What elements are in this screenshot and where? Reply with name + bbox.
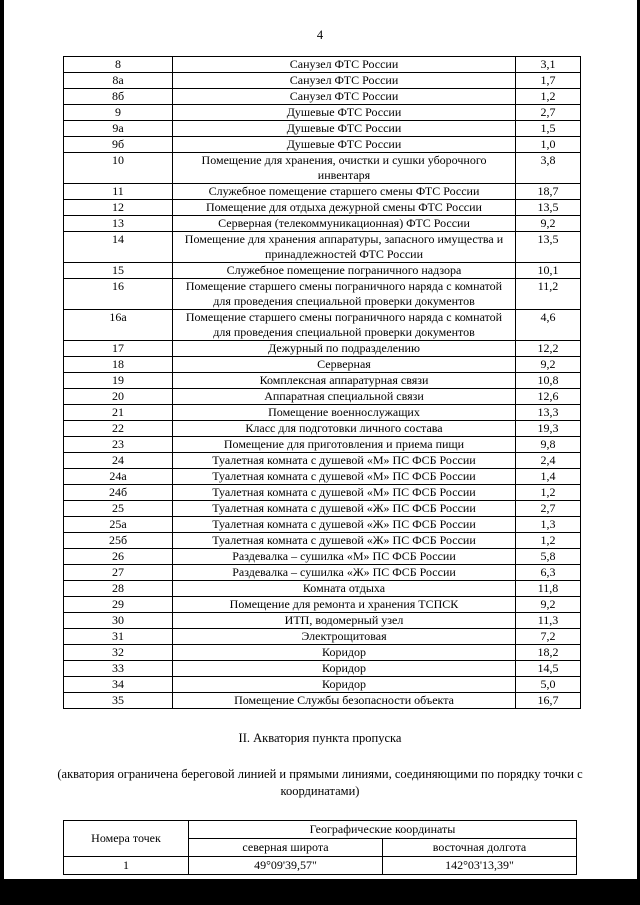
room-number: 24б xyxy=(64,485,173,501)
table-row xyxy=(64,629,581,645)
table-row xyxy=(64,121,581,137)
room-number: 33 xyxy=(64,661,173,677)
coords-header-points: Номера точек xyxy=(64,821,189,857)
table-row xyxy=(64,263,581,279)
room-name: Класс для подготовки личного состава xyxy=(173,421,516,437)
table-row xyxy=(64,517,581,533)
coords-header-row xyxy=(64,821,577,839)
room-number: 23 xyxy=(64,437,173,453)
room-area: 1,7 xyxy=(516,73,581,89)
table-row xyxy=(64,232,581,263)
room-name: ИТП, водомерный узел xyxy=(173,613,516,629)
room-area: 11,2 xyxy=(516,279,581,310)
table-row xyxy=(64,89,581,105)
room-number: 9б xyxy=(64,137,173,153)
table-row xyxy=(64,310,581,341)
room-number: 34 xyxy=(64,677,173,693)
point-number: 1 xyxy=(64,857,189,875)
table-row xyxy=(64,597,581,613)
table-row xyxy=(64,613,581,629)
table-row xyxy=(64,137,581,153)
room-area: 1,5 xyxy=(516,121,581,137)
room-name: Помещение для приготовления и приема пищи xyxy=(173,437,516,453)
table-row xyxy=(64,373,581,389)
room-name: Серверная xyxy=(173,357,516,373)
room-name: Помещение старшего смены пограничного наряда с комнатой для проведения специальной проверки документов xyxy=(173,310,516,341)
room-number: 25б xyxy=(64,533,173,549)
room-area: 10,1 xyxy=(516,263,581,279)
room-area: 9,2 xyxy=(516,597,581,613)
room-number: 32 xyxy=(64,645,173,661)
room-number: 9а xyxy=(64,121,173,137)
room-number: 19 xyxy=(64,373,173,389)
room-name: Дежурный по подразделению xyxy=(173,341,516,357)
room-area: 3,1 xyxy=(516,57,581,73)
room-number: 25 xyxy=(64,501,173,517)
section-description: (акватория ограничена береговой линией и прямыми линиями, соединяющими по порядку точки с координатами) xyxy=(57,767,583,798)
room-number: 10 xyxy=(64,153,173,184)
table-row xyxy=(64,453,581,469)
room-area: 12,6 xyxy=(516,389,581,405)
room-name: Комплексная аппаратурная связи xyxy=(173,373,516,389)
room-number: 21 xyxy=(64,405,173,421)
coordinates-table xyxy=(63,820,577,875)
room-name: Помещение Службы безопасности объекта xyxy=(173,693,516,709)
coords-data-row xyxy=(64,857,577,875)
room-name: Туалетная комната с душевой «Ж» ПС ФСБ России xyxy=(173,517,516,533)
table-row xyxy=(64,279,581,310)
room-name: Коридор xyxy=(173,677,516,693)
room-number: 18 xyxy=(64,357,173,373)
point-longitude: 142°03'13,39" xyxy=(383,857,577,875)
room-area: 18,2 xyxy=(516,645,581,661)
table-row xyxy=(64,73,581,89)
room-name: Санузел ФТС России xyxy=(173,57,516,73)
room-area: 6,3 xyxy=(516,565,581,581)
table-row xyxy=(64,469,581,485)
room-name: Комната отдыха xyxy=(173,581,516,597)
room-area: 4,6 xyxy=(516,310,581,341)
room-number: 35 xyxy=(64,693,173,709)
room-area: 1,3 xyxy=(516,517,581,533)
room-number: 24а xyxy=(64,469,173,485)
table-row xyxy=(64,661,581,677)
table-row xyxy=(64,57,581,73)
room-area: 1,2 xyxy=(516,89,581,105)
point-latitude: 49°09'39,57" xyxy=(189,857,383,875)
room-area: 12,2 xyxy=(516,341,581,357)
room-area: 9,2 xyxy=(516,216,581,232)
table-row xyxy=(64,357,581,373)
room-area: 18,7 xyxy=(516,184,581,200)
room-name: Душевые ФТС России xyxy=(173,137,516,153)
section-title: II. Акватория пункта пропуска xyxy=(238,731,402,745)
room-number: 27 xyxy=(64,565,173,581)
room-name: Коридор xyxy=(173,661,516,677)
room-number: 15 xyxy=(64,263,173,279)
room-area: 1,0 xyxy=(516,137,581,153)
room-number: 8б xyxy=(64,89,173,105)
room-number: 8а xyxy=(64,73,173,89)
room-area: 5,8 xyxy=(516,549,581,565)
room-name: Аппаратная специальной связи xyxy=(173,389,516,405)
room-number: 24 xyxy=(64,453,173,469)
room-number: 26 xyxy=(64,549,173,565)
rooms-table xyxy=(63,56,581,709)
room-number: 16 xyxy=(64,279,173,310)
room-name: Душевые ФТС России xyxy=(173,105,516,121)
room-name: Туалетная комната с душевой «М» ПС ФСБ России xyxy=(173,469,516,485)
room-number: 14 xyxy=(64,232,173,263)
room-area: 3,8 xyxy=(516,153,581,184)
room-name: Санузел ФТС России xyxy=(173,89,516,105)
room-area: 9,2 xyxy=(516,357,581,373)
room-area: 13,5 xyxy=(516,200,581,216)
room-number: 9 xyxy=(64,105,173,121)
room-number: 28 xyxy=(64,581,173,597)
room-number: 30 xyxy=(64,613,173,629)
room-area: 2,7 xyxy=(516,501,581,517)
room-area: 14,5 xyxy=(516,661,581,677)
page-number: 4 xyxy=(316,28,324,42)
room-name: Санузел ФТС России xyxy=(173,73,516,89)
room-name: Туалетная комната с душевой «М» ПС ФСБ России xyxy=(173,453,516,469)
table-row xyxy=(64,389,581,405)
room-number: 22 xyxy=(64,421,173,437)
room-name: Электрощитовая xyxy=(173,629,516,645)
room-area: 13,3 xyxy=(516,405,581,421)
coords-header-longitude: восточная долгота xyxy=(383,839,577,857)
room-area: 11,3 xyxy=(516,613,581,629)
room-name: Туалетная комната с душевой «Ж» ПС ФСБ России xyxy=(173,533,516,549)
table-row xyxy=(64,437,581,453)
table-row xyxy=(64,105,581,121)
room-area: 16,7 xyxy=(516,693,581,709)
table-row xyxy=(64,216,581,232)
coords-header-geo: Географические координаты xyxy=(189,821,577,839)
room-area: 1,4 xyxy=(516,469,581,485)
table-row xyxy=(64,501,581,517)
table-row xyxy=(64,693,581,709)
room-area: 5,0 xyxy=(516,677,581,693)
room-name: Раздевалка – сушилка «М» ПС ФСБ России xyxy=(173,549,516,565)
table-row xyxy=(64,184,581,200)
scan-edge-bottom xyxy=(0,879,640,905)
room-area: 1,2 xyxy=(516,485,581,501)
table-row xyxy=(64,200,581,216)
room-name: Коридор xyxy=(173,645,516,661)
room-name: Помещение для отдыха дежурной смены ФТС России xyxy=(173,200,516,216)
table-row xyxy=(64,405,581,421)
room-number: 13 xyxy=(64,216,173,232)
room-area: 11,8 xyxy=(516,581,581,597)
table-row xyxy=(64,341,581,357)
room-number: 31 xyxy=(64,629,173,645)
room-number: 17 xyxy=(64,341,173,357)
scan-edge-left xyxy=(0,0,4,905)
room-number: 8 xyxy=(64,57,173,73)
table-row xyxy=(64,645,581,661)
table-row xyxy=(64,421,581,437)
room-area: 2,7 xyxy=(516,105,581,121)
room-area: 9,8 xyxy=(516,437,581,453)
room-number: 16а xyxy=(64,310,173,341)
room-name: Помещение старшего смены пограничного наряда с комнатой для проведения специальной проверки документов xyxy=(173,279,516,310)
room-area: 1,2 xyxy=(516,533,581,549)
table-row xyxy=(64,565,581,581)
room-name: Помещение для ремонта и хранения ТСПСК xyxy=(173,597,516,613)
room-number: 29 xyxy=(64,597,173,613)
coords-header-latitude: северная широта xyxy=(189,839,383,857)
room-name: Помещение для хранения, очистки и сушки уборочного инвентаря xyxy=(173,153,516,184)
room-name: Служебное помещение пограничного надзора xyxy=(173,263,516,279)
table-row xyxy=(64,549,581,565)
table-row xyxy=(64,485,581,501)
room-name: Раздевалка – сушилка «Ж» ПС ФСБ России xyxy=(173,565,516,581)
room-area: 7,2 xyxy=(516,629,581,645)
room-name: Служебное помещение старшего смены ФТС России xyxy=(173,184,516,200)
room-area: 10,8 xyxy=(516,373,581,389)
room-number: 20 xyxy=(64,389,173,405)
room-name: Туалетная комната с душевой «Ж» ПС ФСБ России xyxy=(173,501,516,517)
room-area: 2,4 xyxy=(516,453,581,469)
table-row xyxy=(64,153,581,184)
room-name: Серверная (телекоммуникационная) ФТС России xyxy=(173,216,516,232)
room-name: Помещение военнослужащих xyxy=(173,405,516,421)
table-row xyxy=(64,581,581,597)
room-name: Душевые ФТС России xyxy=(173,121,516,137)
table-row xyxy=(64,677,581,693)
room-name: Туалетная комната с душевой «М» ПС ФСБ России xyxy=(173,485,516,501)
room-number: 12 xyxy=(64,200,173,216)
table-row xyxy=(64,533,581,549)
room-number: 25а xyxy=(64,517,173,533)
room-area: 13,5 xyxy=(516,232,581,263)
room-name: Помещение для хранения аппаратуры, запасного имущества и принадлежностей ФТС России xyxy=(173,232,516,263)
room-number: 11 xyxy=(64,184,173,200)
room-area: 19,3 xyxy=(516,421,581,437)
